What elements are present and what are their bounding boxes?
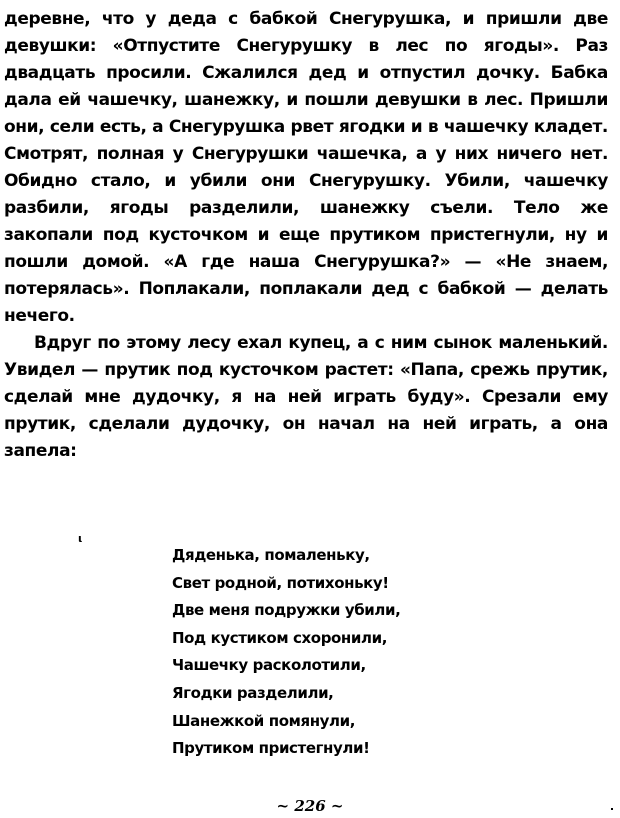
poem-line: Ягодки разделили, [172, 683, 334, 702]
paragraph-1: деревне, что у деда с бабкой Снегурушка, и пришли две девушки: «Отпустите Снегурушку в лес по ягоды». Раз двадцать просили. Сжалился дед и отпустил дочку. Бабка дала ей чашечку, шанежку, и пошли девушки в лес. Пришли они, сели есть, а Снегурушка рвет ягодки и в чашечку кладет. Смотрят, полная у Снегурушки чашечка, а у них ничего нет. Обидно стало, и убили они Снегурушку. Убили, чашечку разбили, ягоды разделили, шанежку съели. Тело же закопали под кусточком и еще прутиком пристегнули, ну и пошли домой. «А где наша Снегурушка?» — «Не знаем, потерялась». Поплакали, поплакали дед с бабкой — делать нечего. [4, 9, 608, 326]
poem-line: Две меня подружки убили, [172, 601, 401, 620]
paragraph-2: Вдруг по этому лесу ехал купец, а с ним сынок маленький. Увидел — прутик под кусточком растет: «Папа, срежь прутик, сделай мне дудочку, я на ней играть буду». Срезали ему прутик, сделали дудочку, он начал на ней играть, а она запела: [4, 333, 608, 461]
poem-line: Дяденька, помаленьку, [172, 546, 370, 564]
poem-line: Под кустиком схоронили, [172, 628, 388, 647]
prose-body [4, 6, 608, 465]
poem-line: Чашечку расколотили, [172, 656, 366, 675]
poem-line: Шанежкой помянули, [172, 711, 356, 730]
poem [172, 542, 400, 763]
poem-line: Прутиком пристегнули! [172, 739, 370, 758]
page-number: ~ 226 ~ [276, 797, 344, 815]
scan-speck [611, 808, 613, 810]
poem-line: Свет родной, потихоньку! [172, 573, 389, 592]
stray-mark: ι [78, 532, 83, 545]
